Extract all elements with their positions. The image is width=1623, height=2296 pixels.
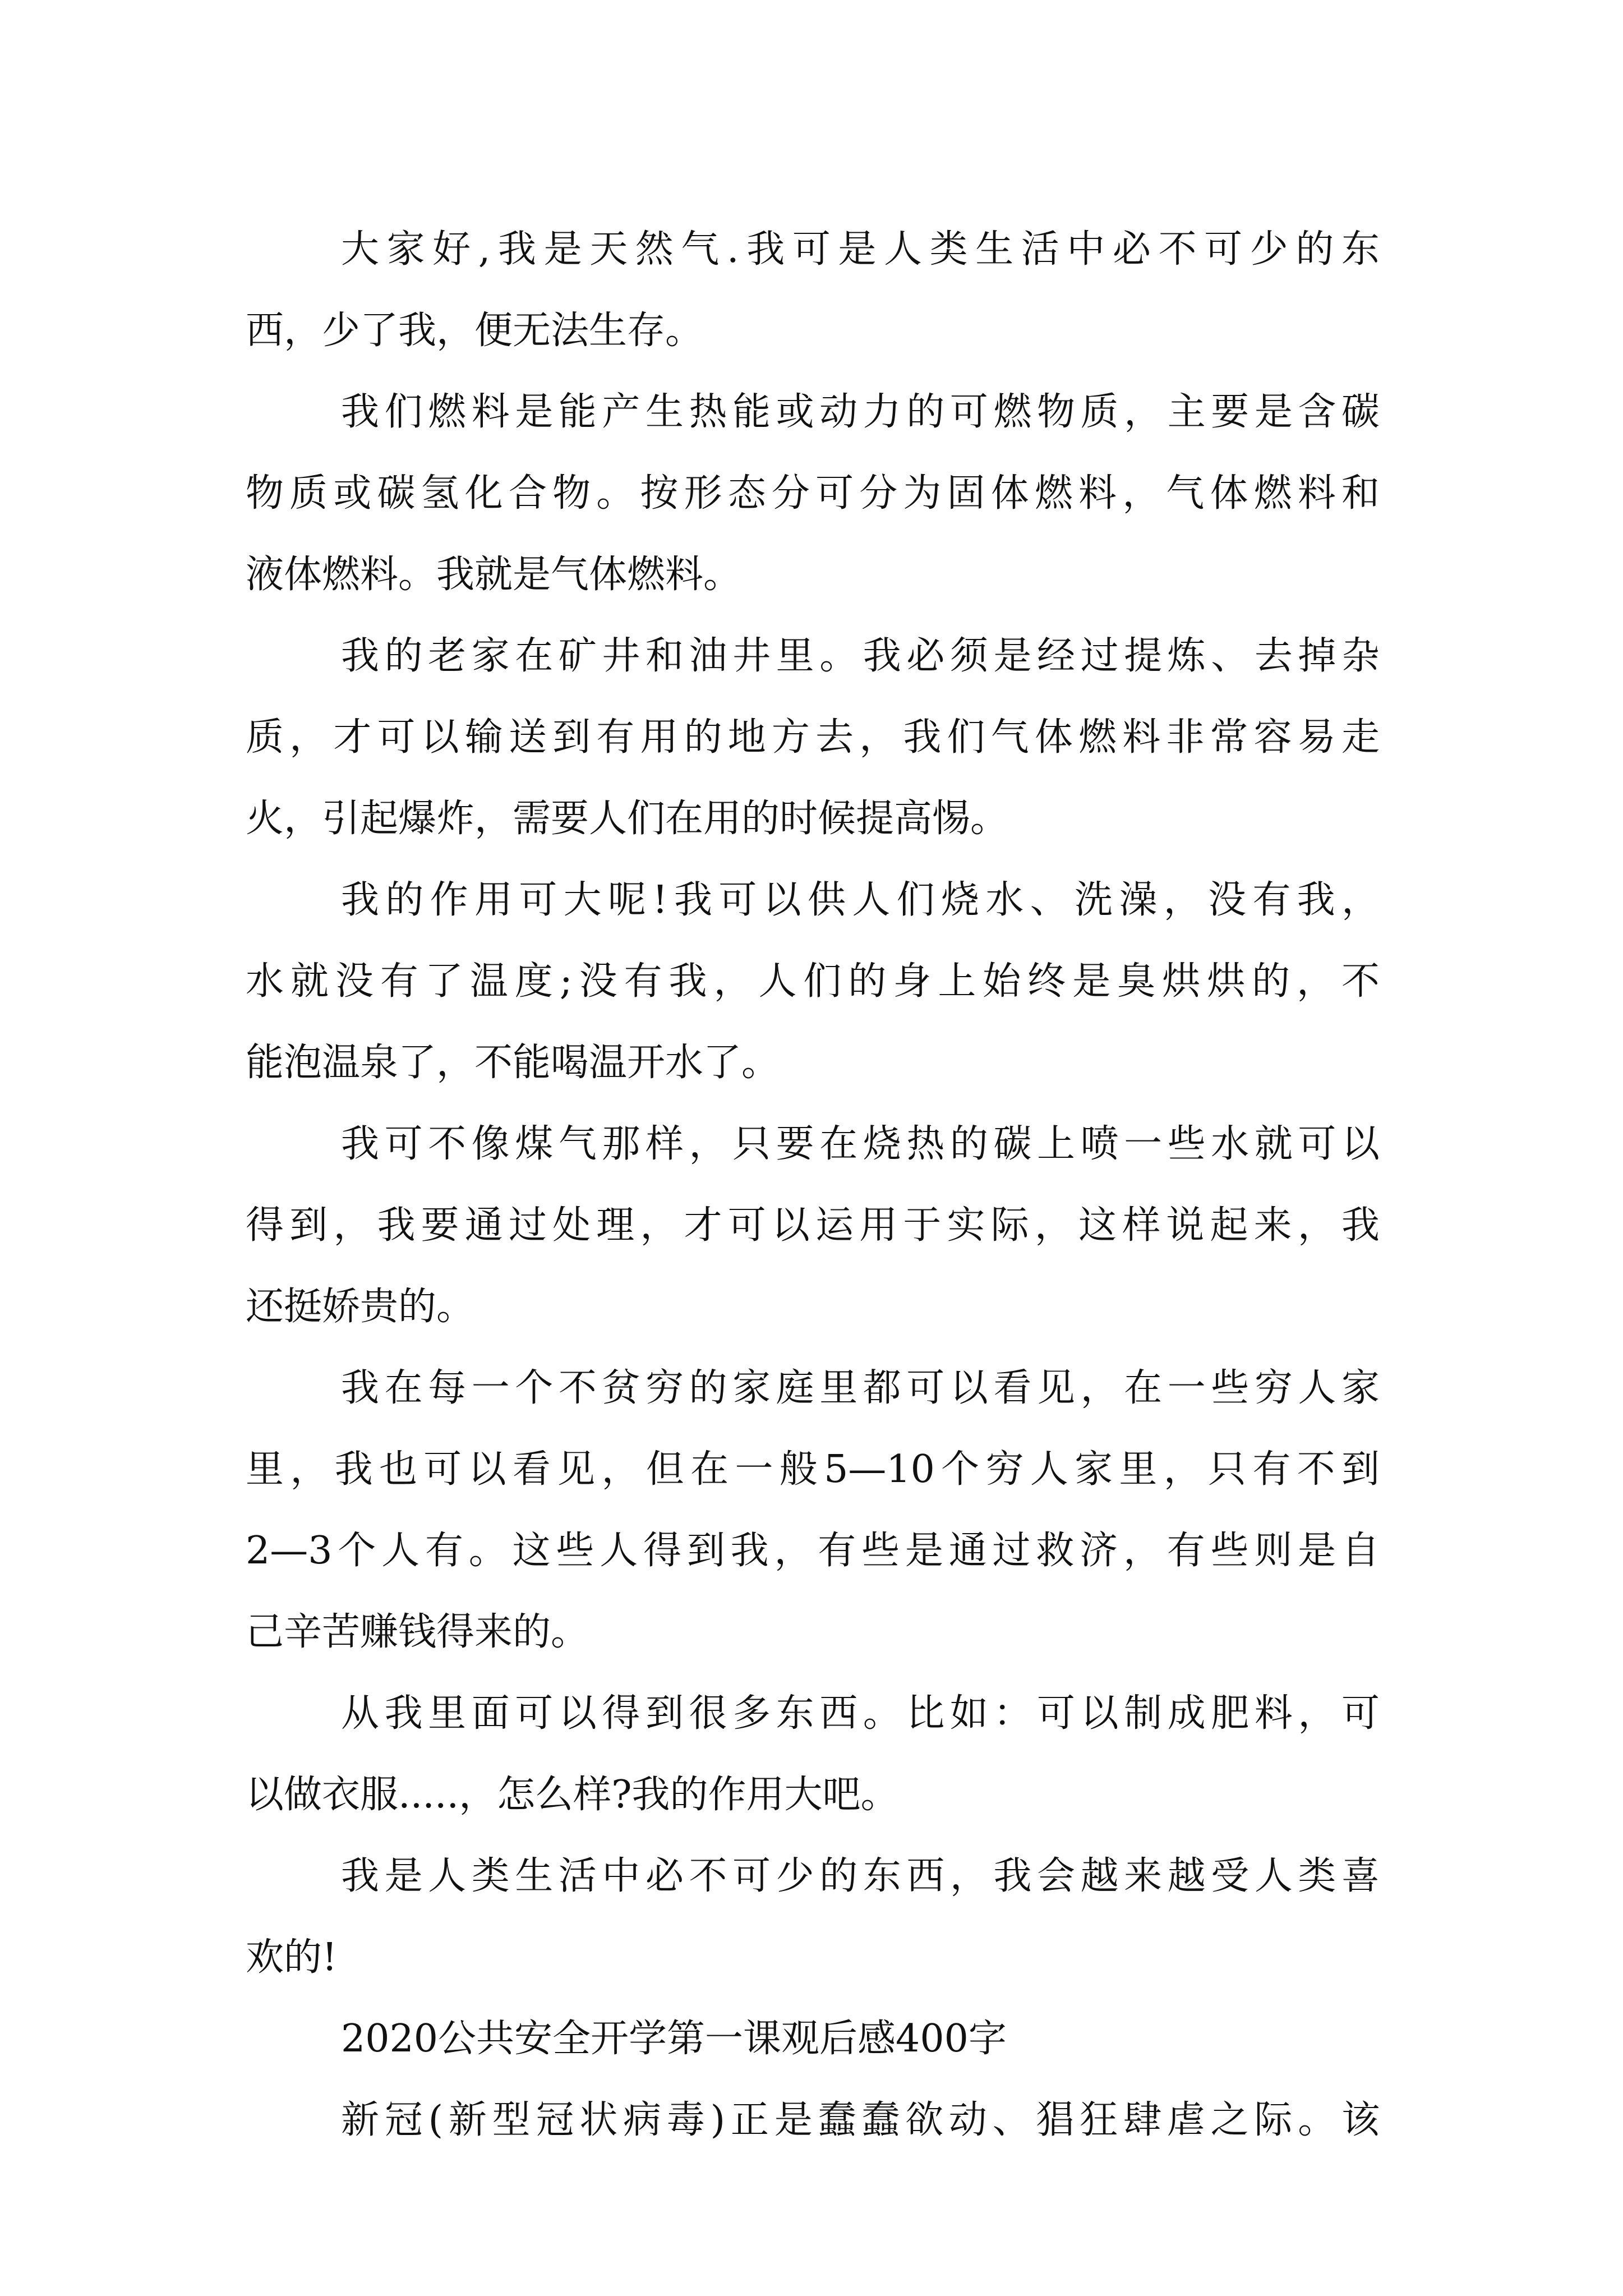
text-line: 火，引起爆炸，需要人们在用的时候提高惕。 xyxy=(246,797,1009,841)
text-line: 从我里面可以得到很多东西。比如：可以制成肥料，可 xyxy=(341,1691,1380,1736)
text-line: 我的老家在矿井和油井里。我必须是经过提炼、去掉杂 xyxy=(341,634,1380,678)
text-line: 以做衣服.....，怎么样?我的作用大吧。 xyxy=(246,1773,899,1817)
text-line: 我可不像煤气那样，只要在烧热的碳上喷一些水就可以 xyxy=(341,1122,1380,1166)
text-line: 还挺娇贵的。 xyxy=(246,1285,475,1329)
text-line: 欢的! xyxy=(246,1935,338,1980)
text-line: 物质或碳氢化合物。按形态分可分为固体燃料，气体燃料和 xyxy=(246,471,1380,516)
text-line: 得到，我要通过处理，才可以运用于实际，这样说起来，我 xyxy=(246,1203,1380,1248)
text-line: 里，我也可以看见，但在一般5—10个穷人家里，只有不到 xyxy=(246,1447,1380,1492)
text-line: 2—3个人有。这些人得到我，有些是通过救济，有些则是自 xyxy=(246,1529,1380,1573)
text-line: 西，少了我，便无法生存。 xyxy=(246,309,704,353)
text-line: 水就没有了温度;没有我，人们的身上始终是臭烘烘的，不 xyxy=(246,959,1380,1004)
text-line: 质，才可以输送到有用的地方去，我们气体燃料非常容易走 xyxy=(246,715,1380,760)
body-text xyxy=(246,209,1380,2161)
text-line: 我们燃料是能产生热能或动力的可燃物质，主要是含碳 xyxy=(341,390,1380,434)
section-heading: 2020公共安全开学第一课观后感400字 xyxy=(341,2017,1007,2061)
text-line: 大家好,我是天然气.我可是人类生活中必不可少的东 xyxy=(341,227,1380,272)
text-line: 我是人类生活中必不可少的东西，我会越来越受人类喜 xyxy=(341,1854,1380,1898)
text-line: 能泡温泉了，不能喝温开水了。 xyxy=(246,1041,780,1085)
text-line: 新冠(新型冠状病毒)正是蠢蠢欲动、猖狂肆虐之际。该 xyxy=(341,2098,1380,2142)
text-line: 己辛苦赚钱得来的。 xyxy=(246,1610,589,1654)
text-line: 液体燃料。我就是气体燃料。 xyxy=(246,553,742,597)
text-line: 我的作用可大呢!我可以供人们烧水、洗澡，没有我， xyxy=(341,878,1380,922)
text-line: 我在每一个不贫穷的家庭里都可以看见，在一些穷人家 xyxy=(341,1366,1380,1410)
